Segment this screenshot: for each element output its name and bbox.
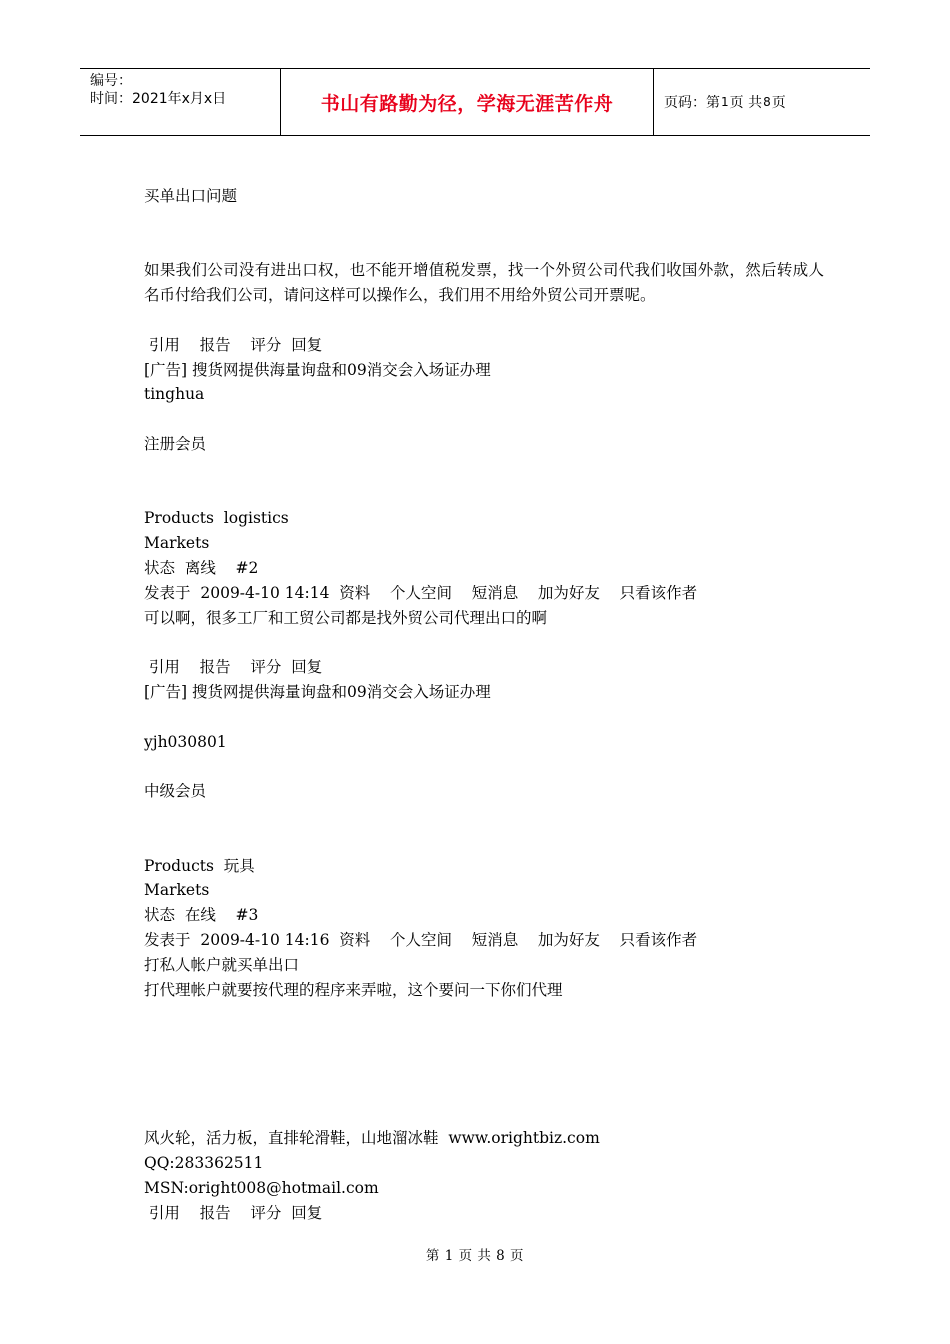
status-line: 状态 离线 #2 — [144, 558, 259, 577]
post-actions: 引用 报告 评分 回复 — [144, 1203, 323, 1222]
question-paragraph: 如果我们公司没有进出口权，也不能开增值税发票，找一个外贸公司代我们收国外款，然后转成人名币付给我们公司，请问这样可以操作么，我们用不用给外贸公司开票呢。 — [144, 261, 824, 305]
page-mid: 页 共 — [729, 95, 763, 111]
document-header — [80, 68, 870, 136]
signature-line: 风火轮，活力板，直排轮滑鞋，山地溜冰鞋 www.orightbiz.com — [144, 1129, 600, 1148]
products-line: Products logistics — [144, 509, 289, 528]
post-actions: 引用 报告 评分 回复 — [144, 658, 323, 677]
page-suffix: 页 — [771, 95, 786, 111]
header-meta-cell — [80, 69, 281, 135]
posted-line: 发表于 2009-4-10 14:16 资料 个人空间 短消息 加为好友 只看该作者 — [144, 930, 698, 949]
posted-line: 发表于 2009-4-10 14:14 资料 个人空间 短消息 加为好友 只看该作者 — [144, 583, 698, 602]
member-role: 注册会员 — [144, 434, 207, 453]
header-motto: 书山有路勤为径，学海无涯苦作舟 — [320, 92, 614, 115]
reply-text: 打私人帐户就买单出口 — [144, 955, 300, 974]
page-current: 1 — [721, 95, 729, 109]
document-number-label: 编号： — [90, 73, 132, 89]
username: tinghua — [144, 385, 205, 404]
status-line: 状态 在线 #3 — [144, 906, 259, 925]
products-line: Products 玩具 — [144, 856, 255, 875]
ad-line: [广告] 搜货网提供海量询盘和09消交会入场证办理 — [144, 682, 491, 701]
reply-text: 可以啊，很多工厂和工贸公司都是找外贸公司代理出口的啊 — [144, 608, 548, 627]
ad-line: [广告] 搜货网提供海量询盘和09消交会入场证办理 — [144, 360, 491, 379]
page-prefix: 页码：第 — [664, 95, 720, 111]
markets-line: Markets — [144, 534, 210, 553]
signature-qq: QQ:283362511 — [144, 1154, 264, 1173]
member-role: 中级会员 — [144, 782, 207, 801]
post-actions: 引用 报告 评分 回复 — [144, 335, 323, 354]
username: yjh030801 — [144, 732, 227, 751]
page-total: 8 — [763, 95, 771, 109]
header-page-cell — [654, 69, 870, 135]
document-time-label: 时间：2021年x月x日 — [90, 91, 227, 107]
signature-msn: MSN:oright008@hotmail.com — [144, 1178, 379, 1197]
document-body — [144, 184, 824, 1225]
markets-line: Markets — [144, 881, 210, 900]
page-footer: 第 1 页 共 8 页 — [425, 1248, 525, 1264]
header-motto-cell — [281, 69, 654, 135]
reply-text: 打代理帐户就要按代理的程序来弄啦，这个要问一下你们代理 — [144, 980, 563, 999]
document-title: 买单出口问题 — [144, 187, 238, 205]
